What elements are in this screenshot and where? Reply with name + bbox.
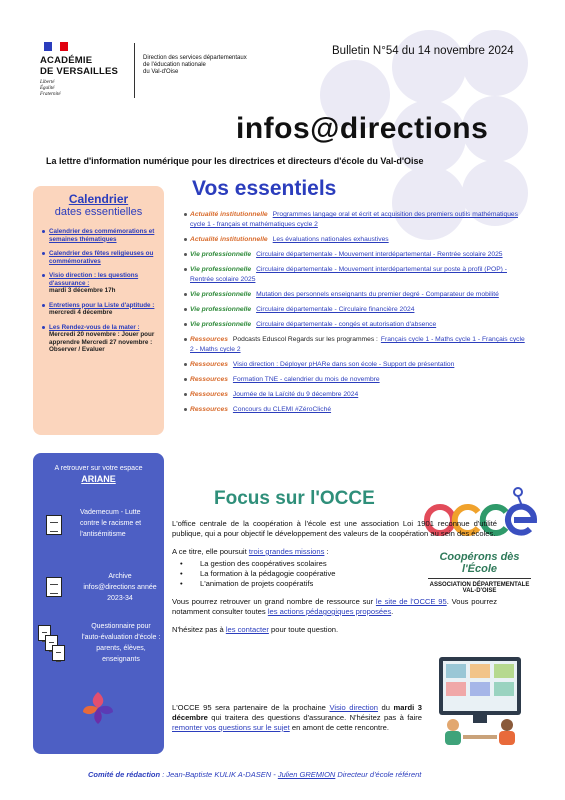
academie-logo [40, 42, 140, 98]
questions-link[interactable]: remonter vos questions sur le sujet [172, 723, 290, 732]
essentials-category: Ressources [190, 336, 228, 343]
occe-paragraph: N'hésitez pas à les contacter pour toute question. [172, 625, 339, 634]
essentials-category: Vie professionnelle [190, 321, 252, 328]
contact-link[interactable]: les contacter [225, 625, 269, 634]
essentials-row [184, 390, 529, 400]
essentials-link[interactable]: Concours du CLEMI #ZéroCliché [232, 406, 332, 413]
essentials-link[interactable]: Programmes langage oral et écrit et acquisition des premiers outils mathématiques cycle 1 - français et mathématiques cycle 2 [190, 211, 518, 228]
essentials-row [184, 320, 529, 330]
calendar-item-detail: mercredi 4 décembre [49, 309, 113, 316]
french-flag-icon [44, 42, 68, 51]
academie-line2: DE VERSAILLES [40, 66, 119, 77]
ariane-intro: A retrouver sur votre espace [54, 465, 143, 472]
essentials-category: Vie professionnelle [190, 251, 252, 258]
essentials-row [184, 405, 529, 415]
essentials-category: Ressources [190, 376, 228, 383]
essentials-category: Actualité institutionnelle [190, 211, 268, 218]
occe-paragraph: L'office centrale de la coopération à l'école est une association Loi 1901 reconnue d'utilité publique, qui a pour objectif le développement des valeurs de la coopération au sein des écoles. [172, 519, 497, 538]
essentials-list [184, 210, 529, 420]
flower-logo-icon [81, 690, 115, 726]
ariane-link[interactable]: ARIANE [81, 474, 116, 484]
essentials-category: Vie professionnelle [190, 306, 252, 313]
calendar-item[interactable] [49, 324, 158, 354]
essentials-plain-text: Podcasts Eduscol Regards sur les programmes : [232, 336, 378, 343]
essentials-row [184, 305, 529, 315]
occe-tagline: Coopérons dès l'École [439, 551, 520, 575]
footer-label: Comité de rédaction [88, 770, 161, 779]
focus-title: Focus sur l'OCCE [214, 488, 375, 509]
occe-assoc: ASSOCIATION DÉPARTEMENTALE [429, 582, 530, 588]
essentials-row [184, 335, 529, 355]
calendar-item[interactable] [49, 228, 158, 243]
essentials-link[interactable]: Formation TNE - calendrier du mois de novembre [232, 376, 380, 383]
list-item: • La gestion des coopératives scolaires [180, 559, 497, 569]
essentials-link[interactable]: Français cycle 1 - Maths cycle 1 - Français cycle 2 - Maths cycle 2 [190, 336, 525, 353]
ariane-box [33, 453, 164, 754]
document-icon [52, 645, 65, 661]
essentials-link[interactable]: Mutation des personnels enseignants du premier degré - Comparateur de mobilité [256, 291, 499, 298]
ariane-item-vademecum[interactable]: Vademecum - Lutte contre le racisme et l'antisémitisme [80, 509, 142, 538]
occe-dept: VAL-D'OISE [462, 588, 497, 594]
essentials-category: Vie professionnelle [190, 266, 252, 273]
decor-circle [392, 30, 466, 104]
missions-list [180, 559, 497, 589]
video-meeting-illustration [433, 653, 527, 747]
ariane-item-archive[interactable]: Archive infos@directions année 2023-34 [83, 573, 157, 602]
calendar-list [39, 228, 158, 354]
essentials-row [184, 265, 529, 285]
essentials-category: Vie professionnelle [190, 291, 252, 298]
calendar-item-link[interactable]: Entretiens pour la Liste d'aptitude : [49, 301, 155, 309]
calendar-item-link[interactable]: Calendrier des commémorations et semaines thématiques [49, 228, 155, 243]
document-icon [46, 577, 62, 597]
visio-link[interactable]: Visio direction [329, 703, 379, 712]
essentials-category: Ressources [190, 406, 228, 413]
essentials-category: Ressources [190, 391, 228, 398]
decor-circle [462, 30, 528, 96]
footer: Comité de rédaction : Jean-Baptiste KULIK A-DASEN - Julien GREMION Directeur d'école référent [88, 770, 422, 779]
missions-link[interactable]: trois grandes missions [248, 547, 325, 556]
essentials-row [184, 375, 529, 385]
calendar-title[interactable]: Calendrier [68, 192, 129, 206]
calendar-item[interactable] [49, 250, 158, 265]
calendar-item-link[interactable]: Visio direction : les questions d'assurance : [49, 272, 139, 287]
header-divider [134, 43, 135, 98]
occe-body [172, 519, 497, 643]
dsden-label: Direction des services départementaux de l'éducation nationale du Val-d'Oise [143, 55, 247, 75]
essentials-title: Vos essentiels [192, 177, 337, 200]
page-subtitle: La lettre d'information numérique pour les directrices et directeurs d'école du Val-d'Oise [46, 156, 424, 166]
essentials-category: Ressources [190, 361, 228, 368]
essentials-row [184, 290, 529, 300]
calendar-item[interactable] [49, 302, 158, 317]
calendar-box [33, 186, 164, 435]
essentials-row [184, 235, 529, 245]
essentials-link[interactable]: Circulaire départementale - congés et autorisation d'absence [256, 321, 437, 328]
occe-visio-paragraph: L'OCCE 95 sera partenaire de la prochaine Visio direction du mardi 3 décembre qui traitera des questions d'assurance. N'hésitez pas à faire remonter vos questions sur le sujet en amont de cette rencontre. [172, 703, 422, 732]
calendar-item-detail: Mercredi 20 novembre : Jouer pour apprendre Mercredi 27 novembre : Observer / Evaluer [49, 331, 155, 353]
ariane-item-questionnaire[interactable]: Questionnaire pour l'auto-évaluation d'école : parents, élèves, enseignants [81, 623, 161, 663]
essentials-link[interactable]: Circulaire départementale - Circulaire financière 2024 [256, 306, 415, 313]
footer-name[interactable]: Julien GREMION [277, 770, 336, 779]
occe-paragraph: Vous pourrez retrouver un grand nombre de ressource sur le site de l'OCCE 95. Vous pourrez notamment consulter toutes les actions pédagogiques proposées. [172, 597, 497, 616]
calendar-subtitle: dates essentielles [54, 206, 143, 218]
actions-link[interactable]: les actions pédagogiques proposées [267, 607, 392, 616]
list-item: • La formation à la pédagogie coopérative [180, 569, 497, 579]
bulletin-number: Bulletin N°54 du 14 novembre 2024 [332, 45, 514, 57]
essentials-row [184, 210, 529, 230]
calendar-item-link[interactable]: Calendrier des fêtes religieuses ou commémoratives [49, 250, 154, 265]
essentials-link[interactable]: Journée de la Laïcité du 9 décembre 2024 [232, 391, 359, 398]
essentials-category: Actualité institutionnelle [190, 236, 268, 243]
calendar-item[interactable] [49, 272, 158, 295]
academie-line1: ACADÉMIE [40, 55, 93, 66]
document-icon [46, 515, 62, 535]
list-item: • L'animation de projets coopératifs [180, 579, 497, 589]
essentials-row [184, 250, 529, 260]
essentials-link[interactable]: Circulaire départementale - Mouvement interdépartemental sur poste à profil (POP) - Rentrée scolaire 2025 [190, 266, 507, 283]
motto: Liberté Égalité Fraternité [40, 80, 61, 97]
essentials-link[interactable]: Circulaire départementale - Mouvement interdépartemental - Rentrée scolaire 2025 [256, 251, 503, 258]
page-title: infos@directions [236, 112, 489, 145]
occe-site-link[interactable]: le site de l'OCCE 95 [375, 597, 447, 606]
essentials-row [184, 360, 529, 370]
calendar-item-detail: mardi 3 décembre 17h [49, 287, 116, 294]
essentials-link[interactable]: Les évaluations nationales exhaustives [272, 236, 389, 243]
calendar-item-link[interactable]: Les Rendez-vous de la mater : [49, 323, 140, 331]
occe-paragraph: A ce titre, elle poursuit trois grandes missions : [172, 547, 329, 556]
essentials-link[interactable]: Visio direction : Déployer pHARe dans son école - Support de présentation [232, 361, 455, 368]
